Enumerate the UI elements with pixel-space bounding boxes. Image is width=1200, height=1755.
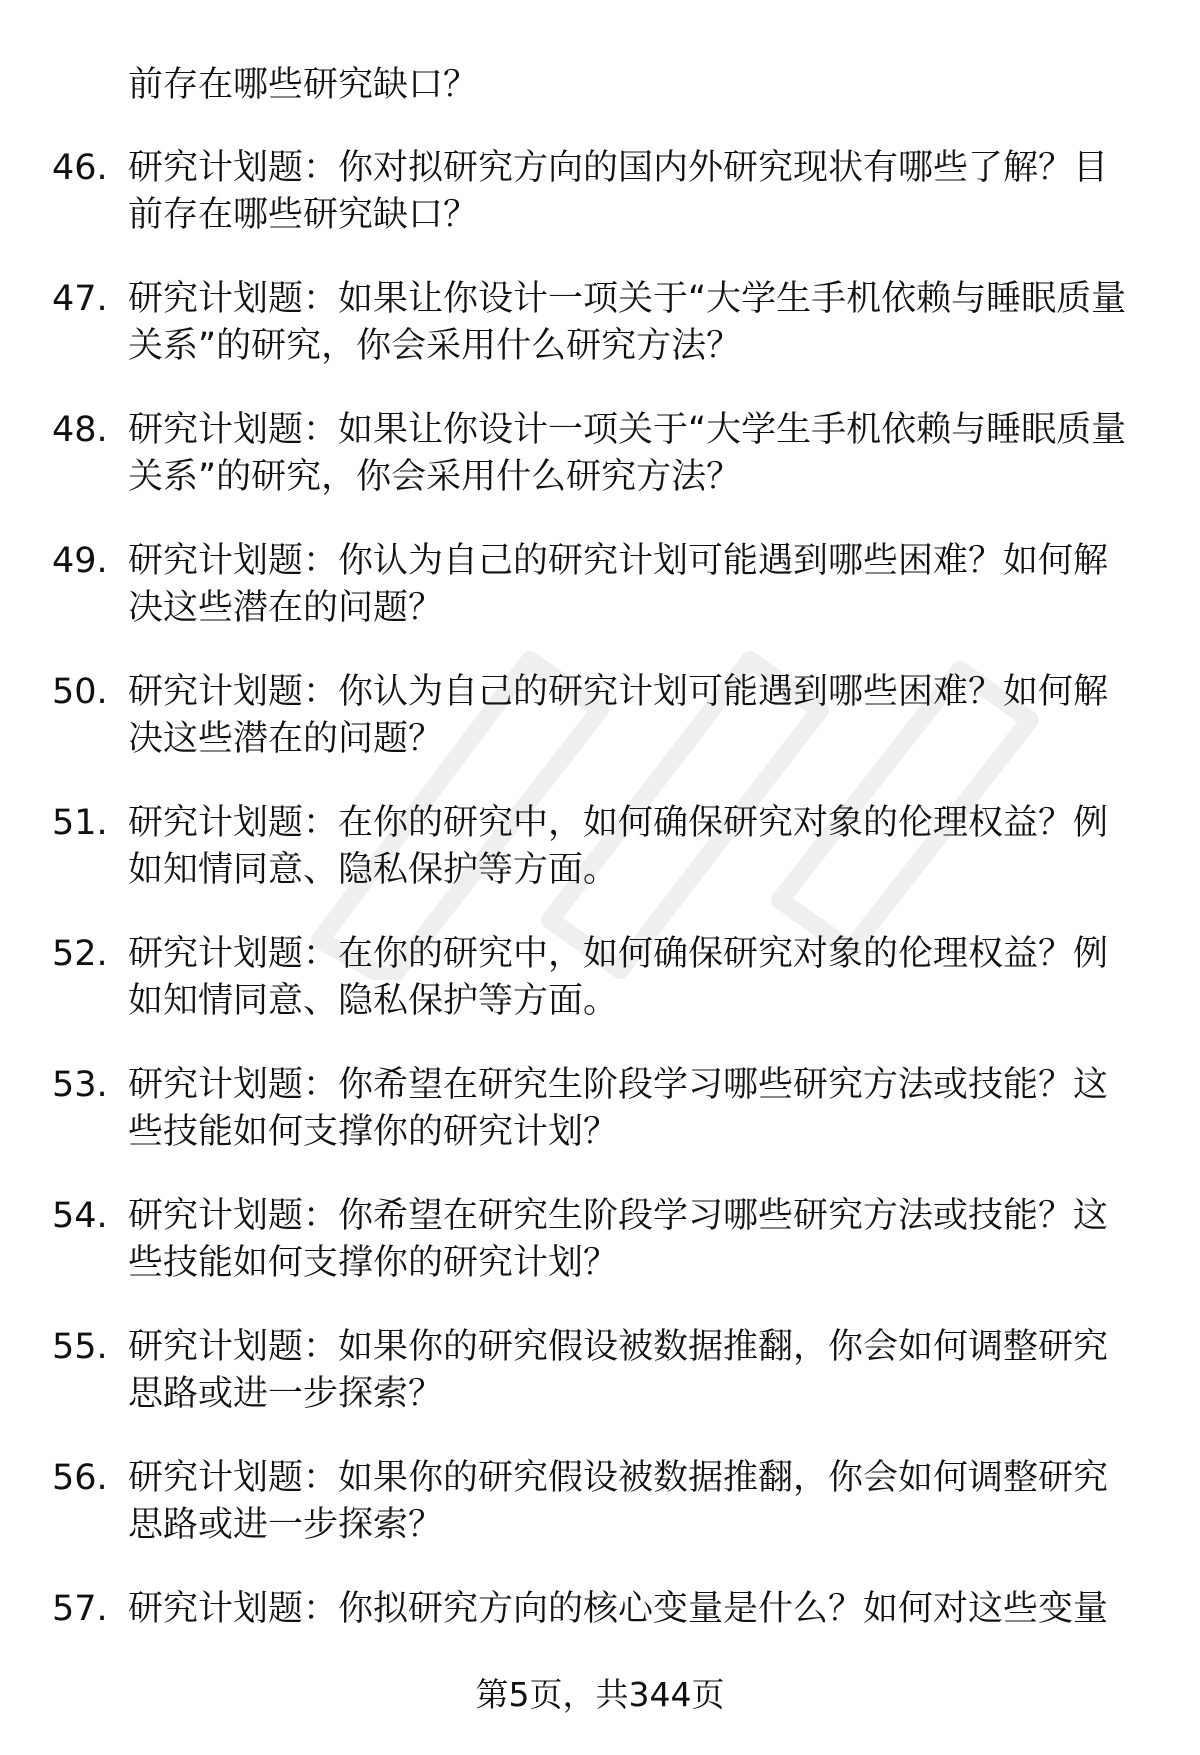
question-item (0, 145, 1200, 276)
question-number: 49. (52, 541, 108, 581)
question-text: 研究计划题：如果你的研究假设被数据推翻，你会如何调整研究思路或进一步探索？ (128, 1458, 1109, 1545)
question-list (0, 145, 1200, 1717)
question-text: 研究计划题：在你的研究中，如何确保研究对象的伦理权益？例如知情同意、隐私保护等方面。 (128, 934, 1109, 1021)
question-number: 57. (52, 1589, 108, 1629)
question-item (0, 669, 1200, 800)
question-item (0, 800, 1200, 931)
question-text: 研究计划题：你希望在研究生阶段学习哪些研究方法或技能？这些技能如何支撑你的研究计划？ (128, 1196, 1109, 1283)
question-number: 55. (52, 1327, 108, 1367)
question-number: 47. (52, 279, 108, 319)
question-text: 研究计划题：在你的研究中，如何确保研究对象的伦理权益？例如知情同意、隐私保护等方面。 (128, 803, 1109, 890)
question-number: 53. (52, 1065, 108, 1105)
question-text: 研究计划题：如果你的研究假设被数据推翻，你会如何调整研究思路或进一步探索？ (128, 1327, 1109, 1414)
question-text: 研究计划题：你认为自己的研究计划可能遇到哪些困难？如何解决这些潜在的问题？ (128, 541, 1109, 628)
question-text: 研究计划题：如果让你设计一项关于“大学生手机依赖与睡眠质量关系”的研究，你会采用什么研究方法？ (128, 279, 1127, 366)
question-text: 研究计划题：你对拟研究方向的国内外研究现状有哪些了解？目前存在哪些研究缺口？ (128, 148, 1109, 235)
question-number: 46. (52, 148, 108, 188)
question-item (0, 1455, 1200, 1586)
question-number: 56. (52, 1458, 108, 1498)
question-number: 54. (52, 1196, 108, 1236)
question-item (0, 1062, 1200, 1193)
question-item (0, 1324, 1200, 1455)
question-number: 52. (52, 934, 108, 974)
question-item (0, 276, 1200, 407)
question-text: 研究计划题：你认为自己的研究计划可能遇到哪些困难？如何解决这些潜在的问题？ (128, 672, 1109, 759)
question-text: 研究计划题：你拟研究方向的核心变量是什么？如何对这些变量 (128, 1589, 1109, 1629)
question-text: 研究计划题：如果让你设计一项关于“大学生手机依赖与睡眠质量关系”的研究，你会采用什么研究方法？ (128, 410, 1127, 497)
question-item (0, 931, 1200, 1062)
question-item (0, 538, 1200, 669)
page-footer: 第5页，共344页 (475, 1675, 725, 1714)
question-item (0, 407, 1200, 538)
question-item (0, 1193, 1200, 1324)
question-number: 48. (52, 410, 108, 450)
question-number: 50. (52, 672, 108, 712)
question-text: 研究计划题：你希望在研究生阶段学习哪些研究方法或技能？这些技能如何支撑你的研究计划？ (128, 1065, 1109, 1152)
question-number: 51. (52, 803, 108, 843)
continued-line: 前存在哪些研究缺口？ (128, 65, 479, 105)
